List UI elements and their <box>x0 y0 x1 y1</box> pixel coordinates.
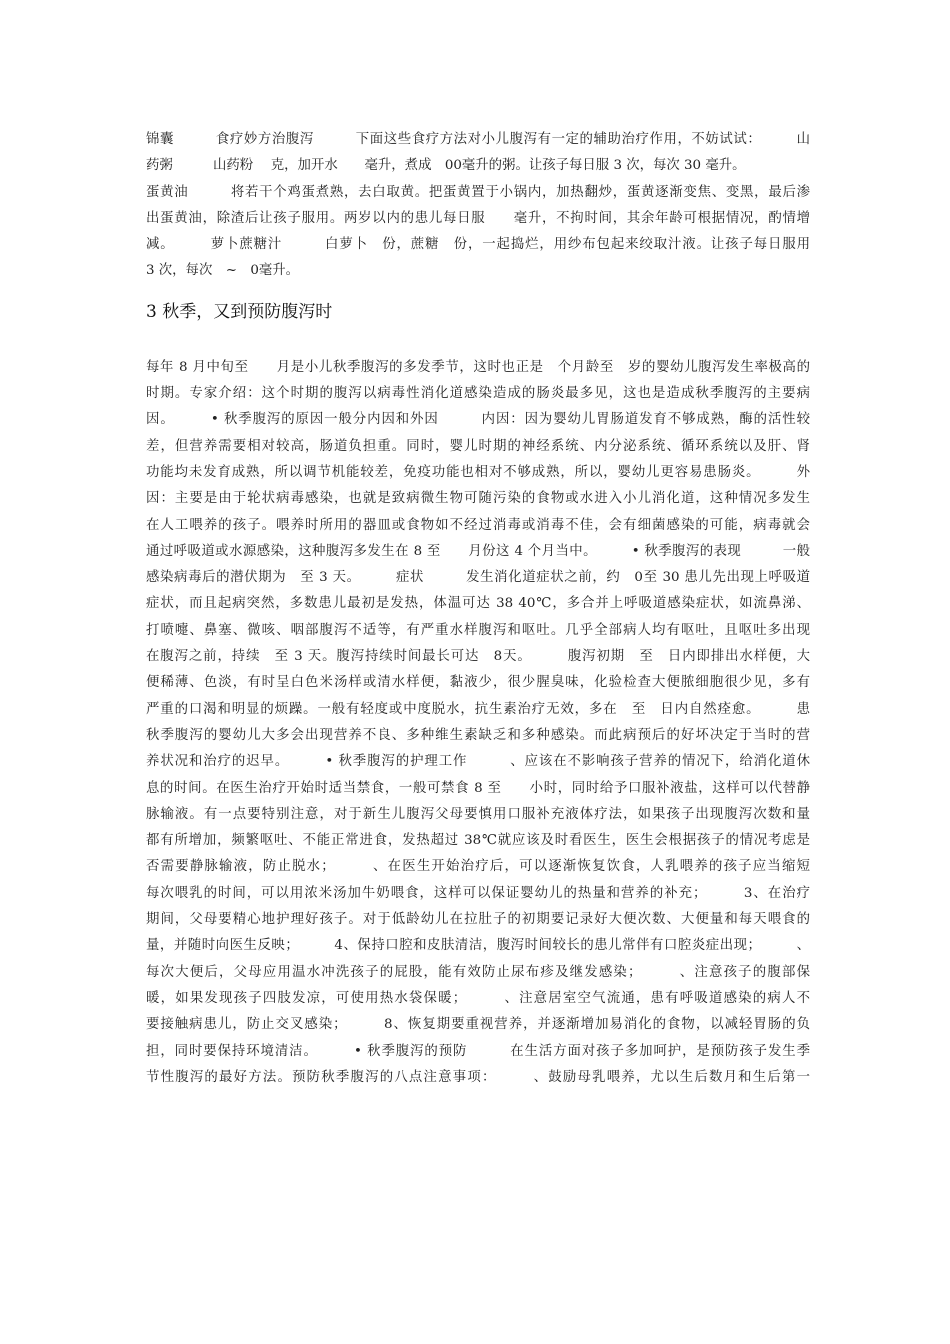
text-line: 量，并随时向医生反映； 4、保持口腔和皮肤清洁，腹泻时间较长的患儿常伴有口腔炎症出现； 、 <box>146 938 810 954</box>
text-line: 担，同时要保持环境清洁。 • 秋季腹泻的预防 在生活方面对孩子多加呵护，是预防孩子发生季 <box>146 1043 810 1059</box>
section-heading: 3 秋季，又到预防腹泻时 <box>146 301 333 322</box>
autumn-diarrhea-section <box>146 355 810 1091</box>
text-line: 3 次，每次 ~ 0毫升。 <box>146 263 300 279</box>
text-line: 每年 8 月中旬至 月是小儿秋季腹泻的多发季节，这时也正是 个月龄至 岁的婴幼儿腹泻发生率极高的 <box>146 359 810 375</box>
text-line: 息的时间。在医生治疗开始时适当禁食，一般可禁食 8 至 小时，同时给予口服补液盐，这样可以代替静 <box>146 780 810 796</box>
text-line: 期间，父母要精心地护理好孩子。对于低龄幼儿在拉肚子的初期要记录好大便次数、大便量和每天喂食的 <box>146 912 810 928</box>
text-line: 锦囊 食疗妙方治腹泻 下面这些食疗方法对小儿腹泻有一定的辅助治疗作用，不妨试试： 山 <box>146 132 810 147</box>
text-line: 每次喂乳的时间，可以用浓米汤加牛奶喂食，这样可以保证婴幼儿的热量和营养的补充； 3、在治疗 <box>146 885 810 901</box>
text-line: 打喷嚏、鼻塞、微咳、咽部腹泻不适等，有严重水样腹泻和呕吐。几乎全部病人均有呕吐，且呕吐多出现 <box>146 622 810 638</box>
text-line: 因。 • 秋季腹泻的原因一般分内因和外因 内因：因为婴幼儿胃肠道发育不够成熟，酶的活性较 <box>146 412 810 428</box>
text-line: 功能均未发育成熟，所以调节机能较差，免疫功能也相对不够成熟，所以，婴幼儿更容易患肠炎。 外 <box>146 464 810 480</box>
text-line: 养状况和治疗的迟早。 • 秋季腹泻的护理工作 、应该在不影响孩子营养的情况下，给消化道休 <box>146 754 810 770</box>
text-line: 否需要静脉输液，防止脱水； 、在医生开始治疗后，可以逐渐恢复饮食，人乳喂养的孩子应当缩短 <box>146 859 810 875</box>
text-line: 药粥 山药粉 克，加开水 毫升，煮成 00毫升的粥。让孩子每日服 3 次，每次 30 毫升。 <box>146 158 746 174</box>
text-line: 在人工喂养的孩子。喂养时所用的器皿或食物如不经过消毒或消毒不佳，会有细菌感染的可能，病毒就会 <box>146 517 810 533</box>
text-line: 便稀薄、色淡，有时呈白色米汤样或清水样便，黏液少，很少腥臭味，化验检查大便脓细胞很少见，多有 <box>146 675 810 691</box>
text-line: 要接触病患儿，防止交叉感染； 8、恢复期要重视营养，并逐渐增加易消化的食物，以减轻胃肠的负 <box>146 1017 810 1033</box>
text-line: 出蛋黄油，除渣后让孩子服用。两岁以内的患儿每日服 毫升，不拘时间，其余年龄可根据情况，酌情增 <box>146 210 810 226</box>
text-line: 症状，而且起病突然，多数患儿最初是发热，体温可达 38 40℃，多合并上呼吸道感染症状，如流鼻涕、 <box>146 596 810 612</box>
text-line: 在腹泻之前，持续 至 3 天。腹泻持续时间最长可达 8天。 腹泻初期 至 日内即排出水样便，大 <box>146 649 810 665</box>
text-line: 感染病毒后的潜伏期为 至 3 天。 症状 发生消化道症状之前，约 0至 30 患儿先出现上呼吸道 <box>146 570 810 586</box>
text-line: 脉输液。有一点要特别注意，对于新生儿腹泻父母要慎用口服补充液体疗法，如果孩子出现腹泻次数和量 <box>146 806 810 822</box>
text-line: 通过呼吸道或水源感染，这种腹泻多发生在 8 至 月份这 4 个月当中。 • 秋季腹泻的表现 一般 <box>146 543 810 559</box>
text-line: 都有所增加，频繁呕吐、不能正常进食，发热超过 38℃就应该及时看医生，医生会根据孩子的情况考虑是 <box>146 833 810 849</box>
recipes-section <box>146 127 810 285</box>
document-page <box>146 127 810 1091</box>
text-line: 差，但营养需要相对较高，肠道负担重。同时，婴儿时期的神经系统、内分泌系统、循环系统以及肝、肾 <box>146 438 810 454</box>
text-line: 秋季腹泻的婴幼儿大多会出现营养不良、多种维生素缺乏和多种感染。而此病预后的好坏决定于当时的营 <box>146 727 810 743</box>
text-line: 严重的口渴和明显的烦躁。一般有轻度或中度脱水，抗生素治疗无效，多在 至 日内自然痊愈。 患 <box>146 701 810 717</box>
text-line: 蛋黄油 将若干个鸡蛋煮熟，去白取黄。把蛋黄置于小锅内，加热翻炒，蛋黄逐渐变焦、变黑，最后渗 <box>146 184 810 200</box>
text-line: 因：主要是由于轮状病毒感染，也就是致病微生物可随污染的食物或水进入小儿消化道，这种情况多发生 <box>146 491 810 507</box>
text-line: 每次大便后，父母应用温水冲洗孩子的屁股，能有效防止尿布疹及继发感染； 、注意孩子的腹部保 <box>146 964 810 980</box>
text-line: 节性腹泻的最好方法。预防秋季腹泻的八点注意事项： 、鼓励母乳喂养，尤以生后数月和生后第一 <box>146 1069 810 1085</box>
text-line: 时期。专家介绍：这个时期的腹泻以病毒性消化道感染造成的肠炎最多见，这也是造成秋季腹泻的主要病 <box>146 386 810 402</box>
text-line: 减。 萝卜蔗糖汁 白萝卜 份，蔗糖 份，一起捣烂，用纱布包起来绞取汁液。让孩子每日服用 <box>146 237 810 253</box>
text-line: 暖，如果发现孩子四肢发凉，可使用热水袋保暖； 、注意居室空气流通，患有呼吸道感染的病人不 <box>146 990 810 1006</box>
